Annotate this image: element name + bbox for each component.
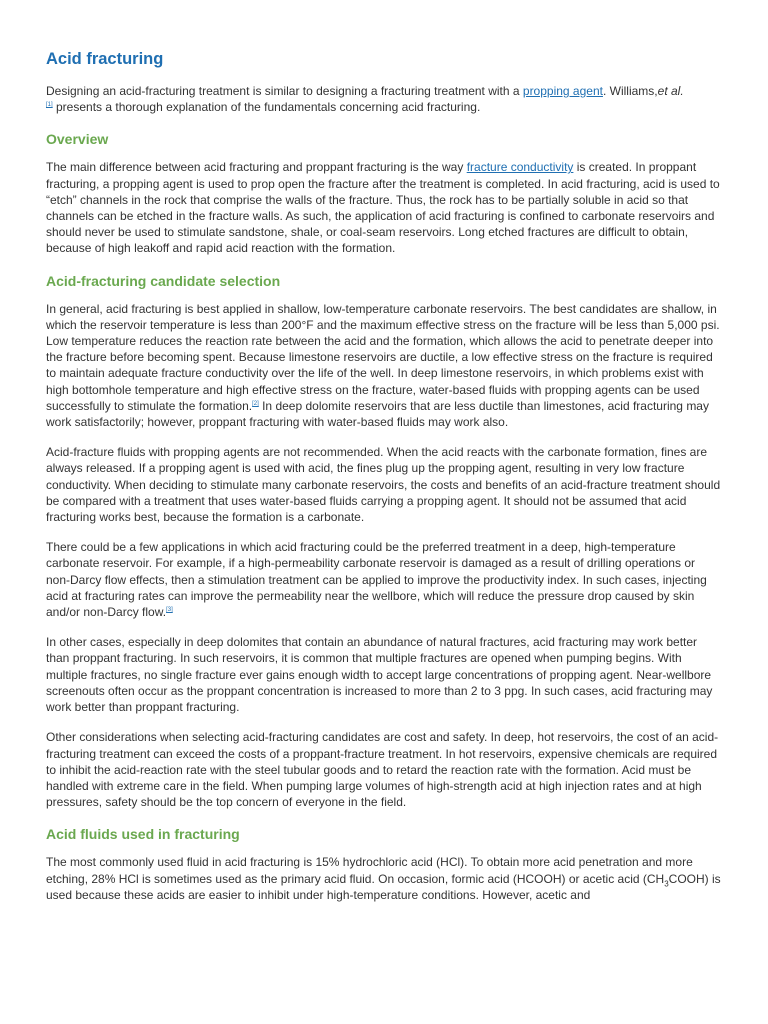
page-title: Acid fracturing bbox=[46, 50, 164, 68]
section-heading-acid-fluids: Acid fluids used in fracturing bbox=[46, 826, 240, 843]
candidate-paragraph-3 bbox=[46, 539, 722, 620]
et-al: et al. bbox=[657, 84, 684, 98]
intro-paragraph bbox=[46, 83, 722, 115]
text: In deep dolomite reservoirs that are less ductile than limestones, acid fracturing may work satisfactorily; however, proppant fracturing with water-based fluids may work also. bbox=[46, 398, 709, 430]
section-heading-overview: Overview bbox=[46, 131, 109, 148]
reference-link-3[interactable]: [3] bbox=[166, 607, 173, 614]
candidate-paragraph-5: Other considerations when selecting acid-fracturing candidates are cost and safety. In deep, hot reservoirs, the cost of an acid-fracturing treatment can exceed the costs of a proppant-fracture treatment. In hot reservoirs, expensive chemicals are required to inhibit the acid-reaction rate with the steel tubular goods and to retard the reaction rate with the formation. Acid must be handled with extreme care in the field. When pumping large volumes of high-strength acid at high injection rates and at high pressures, safety should be the top concern of everyone in the field. bbox=[46, 730, 719, 810]
fracture-conductivity-link[interactable]: fracture conductivity bbox=[466, 160, 574, 175]
fluids-paragraph bbox=[46, 854, 722, 903]
text: . Williams, bbox=[602, 84, 658, 98]
overview-paragraph bbox=[46, 159, 722, 256]
text: There could be a few applications in which acid fracturing could be the preferred treatment in a deep, high-temperature carbonate reservoir. For example, if a high-permeability carbonate reservoir is damaged as a result of drilling operations or non-Darcy flow effects, then a stimulation treatment can be applied to improve the productivity index. In such cases, injecting acid at fracturing rates can improve the permeability near the wellbore, which will reduce the pressure drop caused by skin and/or non-Darcy flow. bbox=[46, 540, 707, 620]
text: The main difference between acid fracturing and proppant fracturing is the way bbox=[46, 160, 467, 175]
candidate-paragraph-4: In other cases, especially in deep dolomites that contain an abundance of natural fractures, acid fracturing may work better than proppant fracturing. In such reservoirs, it is common that multiple fractures are opened when pumping begins. With multiple fractures, no single fracture ever gains enough width to accept large concentrations of propping agent. Near-wellbore screenouts often occur as the proppant concentration is increased to more than 2 to 3 ppg. In such cases, acid fracturing may work better than proppant fracturing. bbox=[46, 635, 713, 715]
text: In general, acid fracturing is best applied in shallow, low-temperature carbonate reservoirs. The best candidates are shallow, in which the reservoir temperature is less than 200°F and the maximum effective stress on the fracture will be less than 5,000 psi. Low temperature reduces the reaction rate between the acid and the formation, which allows the acid to penetrate deeper into the fracture before becoming spent. Because limestone reservoirs are ductile, a low effective stress on the fracture is required to maintain adequate fracture conductivity over the life of the well. In deep limestone reservoirs, in which problems exist with high bottomhole temperature and high effective stress on the fracture, water-based fluids with propping agents can be used successfully to stimulate the formation. bbox=[46, 301, 720, 413]
text: Designing an acid-fracturing treatment is similar to designing a fracturing treatment with a bbox=[46, 84, 523, 98]
reference-link-2[interactable]: [2] bbox=[252, 400, 259, 407]
section-heading-candidate-selection: Acid-fracturing candidate selection bbox=[46, 272, 281, 289]
text: presents a thorough explanation of the fundamentals concerning acid fracturing. bbox=[52, 100, 481, 115]
text: COOH) is used because these acids are easier to inhibit under high-temperature conditions. However, acetic and bbox=[46, 871, 721, 902]
subscript: 3 bbox=[664, 878, 669, 888]
candidate-paragraph-2: Acid-fracture fluids with propping agents are not recommended. When the acid reacts with the carbonate formation, fines are always released. If a propping agent is used with acid, the fines plug up the propping agent, resulting in very low fracture conductivity. When deciding to stimulate many carbonate reservoirs, the costs and benefits of an acid-fracture treatment should be compared with a treatment that uses water-based fluids carrying a propping agent. It should not be assumed that acid fracturing works best, because the formation is a carbonate. bbox=[46, 445, 721, 525]
candidate-paragraph-1 bbox=[46, 301, 722, 431]
reference-link-1[interactable]: [1] bbox=[46, 102, 53, 109]
text: is created. In proppant fracturing, a propping agent is used to prop open the fracture after the treatment is completed. In acid fracturing, acid is used to “etch” channels in the rock that comprise the walls of the fracture. Thus, the rock has to be partially soluble in acid so that channels can be etched in the fracture walls. As such, the application of acid fracturing is confined to carbonate reservoirs and should never be used to stimulate sandstone, shale, or coal-seam reservoirs. Long etched fractures are difficult to obtain, because of high leakoff and rapid acid reaction with the formation. bbox=[46, 160, 720, 256]
text: The most commonly used fluid in acid fracturing is 15% hydrochloric acid (HCl). To obtain more acid penetration and more etching, 28% HCl is sometimes used as the primary acid fluid. On occasion, formic acid (HCOOH) or acetic acid (CH bbox=[46, 855, 693, 886]
propping-agent-link[interactable]: propping agent bbox=[522, 84, 603, 98]
